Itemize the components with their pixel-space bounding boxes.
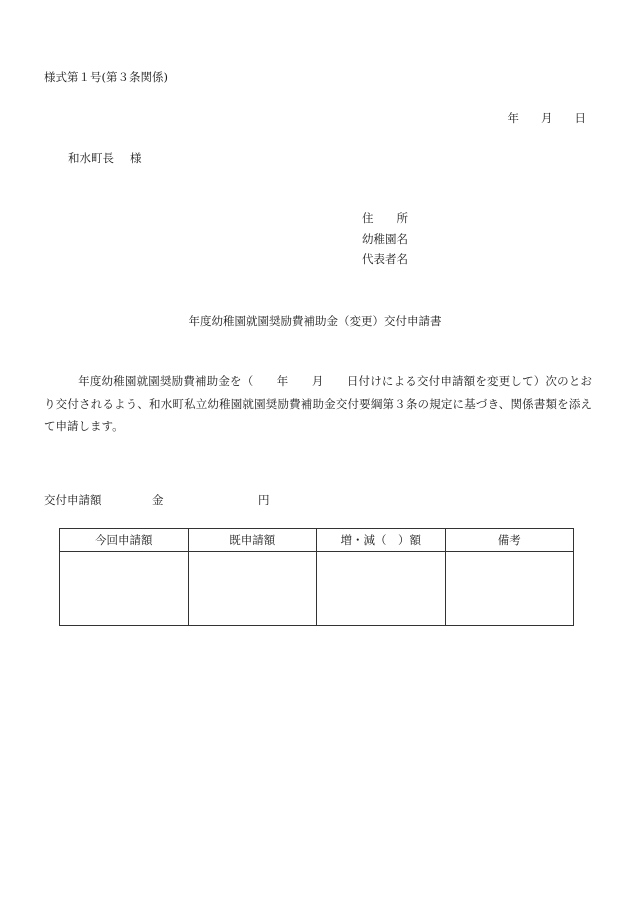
- cell-remarks[interactable]: [445, 552, 574, 626]
- cell-current-amount[interactable]: [60, 552, 189, 626]
- date-line: [486, 110, 587, 126]
- applicant-address-label: 住 所: [362, 211, 408, 225]
- addressee-name: 和水町長: [68, 151, 114, 165]
- header-change-amount: 増・減（ ）額: [317, 529, 446, 552]
- addressee-honorific: 様: [130, 151, 142, 165]
- form-number: 様式第１号(第３条関係): [44, 70, 168, 84]
- document-title: 年度幼稚園就園奨励費補助金（変更）交付申請書: [188, 314, 442, 328]
- cell-previous-amount[interactable]: [188, 552, 317, 626]
- applicant-representative-label: 代表者名: [362, 252, 408, 266]
- amount-yen: 円: [258, 493, 270, 507]
- header-current-amount: 今回申請額: [60, 529, 189, 552]
- header-remarks: 備考: [445, 529, 574, 552]
- day-label: 日: [574, 111, 586, 125]
- table-row: [60, 552, 574, 626]
- body-paragraph: [44, 370, 592, 438]
- table-header-row: [60, 529, 574, 552]
- month-label: 月: [541, 111, 553, 125]
- amount-kin: 金: [152, 493, 164, 507]
- header-previous-amount: 既申請額: [188, 529, 317, 552]
- year-label: 年: [507, 111, 519, 125]
- addressee: [68, 150, 142, 166]
- amount-table: [59, 528, 574, 626]
- applicant-kindergarten-label: 幼稚園名: [362, 232, 408, 246]
- body-text: 年度幼稚園就園奨励費補助金を（ 年 月 日付けによる交付申請額を変更して）次のとおり交付されるよう、和水町私立幼稚園就園奨励費補助金交付要綱第３条の規定に基づき、関係書類を添えて申請します。: [44, 374, 592, 433]
- amount-line: [44, 492, 270, 508]
- cell-change-amount[interactable]: [317, 552, 446, 626]
- amount-label: 交付申請額: [44, 493, 102, 507]
